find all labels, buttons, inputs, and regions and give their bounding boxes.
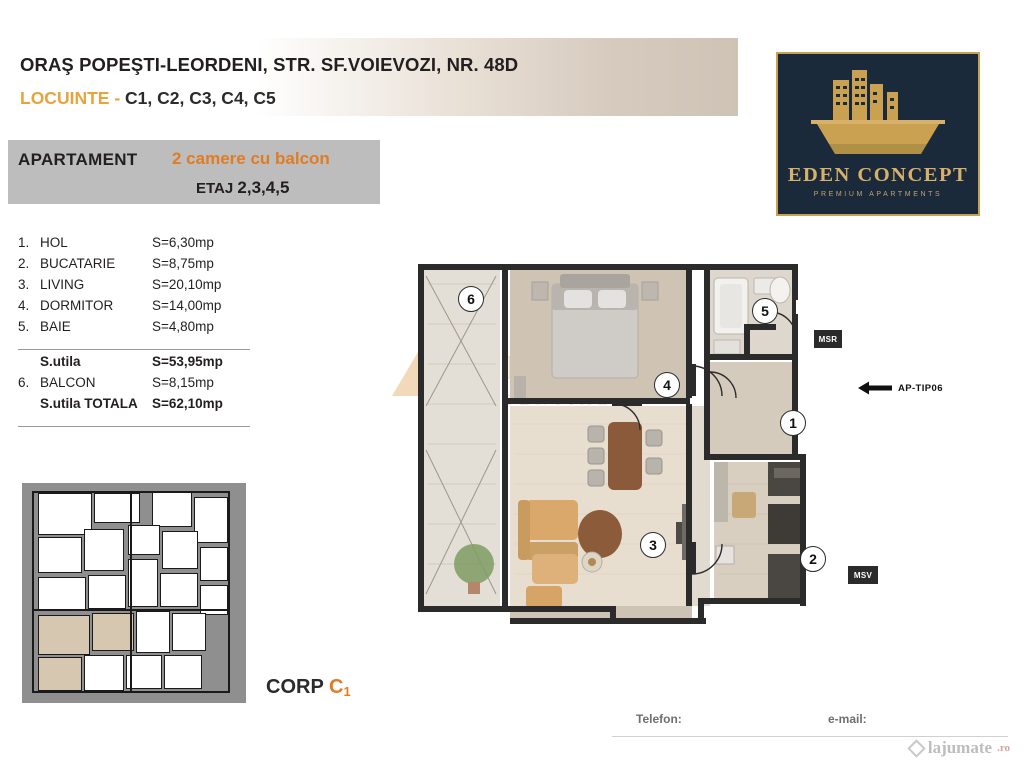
room-area: S=8,15mp — [152, 375, 214, 390]
room-name: HOL — [40, 235, 68, 250]
kitchen-appliance-tag: MSV — [848, 566, 878, 584]
footer-phone-label: Telefon: — [636, 712, 682, 726]
corp-value: C — [328, 676, 344, 698]
room-area: S=4,80mp — [152, 319, 214, 334]
page-title: ORAŞ POPEŞTI-LEORDENI, STR. SF.VOIEVOZI, NR. 48D — [20, 54, 519, 75]
list-item — [18, 316, 268, 337]
corp-label — [266, 676, 351, 699]
room-area: S=6,30mp — [152, 235, 214, 250]
diamond-icon — [907, 739, 925, 757]
corp-prefix: CORP — [266, 676, 329, 698]
room-name: DORMITOR — [40, 298, 114, 313]
watermark-brand-tld: .ro — [997, 742, 1010, 754]
total-name: S.utila TOTALA — [40, 396, 138, 411]
room-number: 6. — [18, 375, 30, 390]
plan-marker-6: 6 — [458, 286, 484, 312]
room-number: 1. — [18, 235, 30, 250]
room-name: LIVING — [40, 277, 85, 292]
header-subtitle — [20, 88, 276, 109]
list-item — [18, 274, 268, 295]
apartment-floor-label: ETAJ — [196, 180, 234, 197]
bath-appliance-tag: MSR — [814, 330, 842, 348]
apartment-label: APARTAMENT — [18, 150, 138, 169]
divider — [18, 349, 250, 350]
list-item-total-final — [18, 393, 268, 414]
plan-marker-3: 3 — [640, 532, 666, 558]
room-area-list — [18, 232, 268, 414]
watermark-brand — [910, 738, 1010, 758]
plan-marker-4: 4 — [654, 372, 680, 398]
room-name: BUCATARIE — [40, 256, 116, 271]
list-item — [18, 295, 268, 316]
total-name: S.utila — [40, 354, 81, 369]
building-logo-icon — [803, 66, 953, 158]
apartment-floor — [196, 178, 289, 198]
corp-index: 1 — [343, 684, 351, 699]
list-item — [18, 232, 268, 253]
room-number: 3. — [18, 277, 30, 292]
floor-plan-drawing — [414, 254, 914, 654]
divider — [18, 426, 250, 427]
list-item-balcon — [18, 372, 268, 393]
header-subtitle-corps: C1, C2, C3, C4, C5 — [125, 88, 276, 108]
plan-marker-5: 5 — [752, 298, 778, 324]
room-name: BALCON — [40, 375, 96, 390]
room-area: S=20,10mp — [152, 277, 222, 292]
total-area: S=53,95mp — [152, 354, 223, 369]
logo-tagline: PREMIUM APARTMENTS — [813, 191, 943, 198]
room-area: S=14,00mp — [152, 298, 222, 313]
apartment-floor-values: 2,3,4,5 — [237, 178, 290, 197]
room-number: 4. — [18, 298, 30, 313]
arrow-left-icon — [858, 380, 892, 396]
footer-email-label: e-mail: — [828, 712, 867, 726]
header-subtitle-locuinte: LOCUINTE — [20, 88, 110, 108]
header-subtitle-sep: - — [109, 88, 126, 108]
room-area: S=8,75mp — [152, 256, 214, 271]
plan-marker-2: 2 — [800, 546, 826, 572]
total-area: S=62,10mp — [152, 396, 223, 411]
room-number: 5. — [18, 319, 30, 334]
room-name: BAIE — [40, 319, 71, 334]
apartment-type: 2 camere cu balcon — [172, 149, 330, 168]
site-plan-thumbnail — [22, 483, 246, 703]
plan-marker-1: 1 — [780, 410, 806, 436]
apartment-code: AP-TIP06 — [898, 383, 943, 394]
floor-plan — [414, 254, 914, 654]
room-number: 2. — [18, 256, 30, 271]
divider — [612, 736, 1008, 737]
list-item — [18, 253, 268, 274]
logo-panel — [776, 52, 980, 216]
site-plan-drawing — [32, 491, 236, 695]
logo-name: EDEN CONCEPT — [787, 164, 969, 186]
list-item-total-utila — [18, 351, 268, 372]
watermark-brand-name: lajumate — [927, 738, 993, 757]
